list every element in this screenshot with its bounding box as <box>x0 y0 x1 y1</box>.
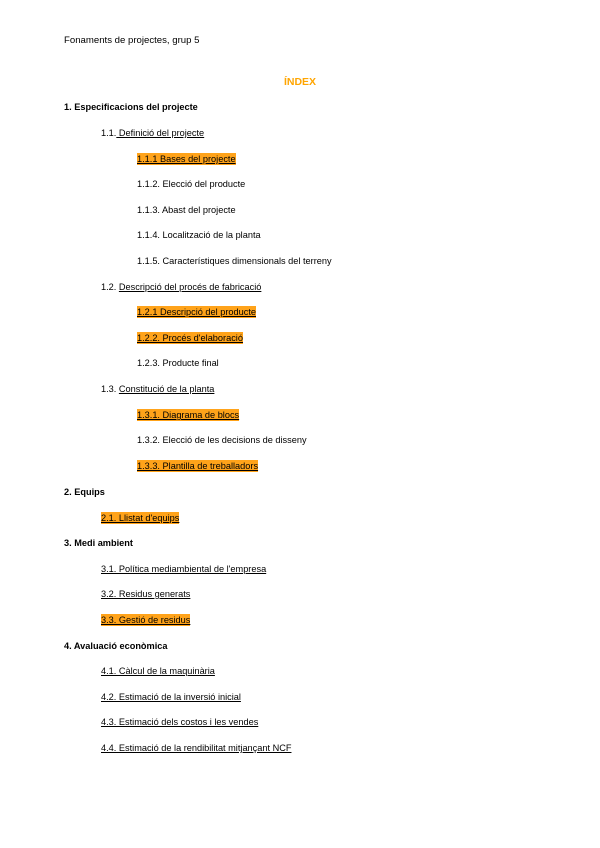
toc-entry-number: 1.2. <box>101 282 119 292</box>
toc-entry-text: 3. Medi ambient <box>64 538 133 548</box>
toc-entry[interactable] <box>101 281 261 293</box>
toc-entry-text: 1.2.1 Descripció del producte <box>137 307 256 317</box>
toc-entry-text: 3.2. Residus generats <box>101 589 191 599</box>
toc-entry-text: 1.1.3. Abast del projecte <box>137 205 236 215</box>
toc-entry-text: 2.1. Llistat d'equips <box>101 513 180 523</box>
toc-entry[interactable] <box>137 204 236 216</box>
toc-entry[interactable] <box>101 588 190 600</box>
toc-entry-label: Descripció del procés de fabricació <box>118 282 262 292</box>
toc-entry[interactable] <box>101 563 266 575</box>
toc-entry[interactable] <box>101 512 179 524</box>
toc-entry-text: 1.1.4. Localització de la planta <box>137 230 261 240</box>
toc-entry-text: 1.3.3. Plantilla de treballadors <box>137 461 259 471</box>
toc-section-heading <box>64 101 198 113</box>
toc-entry-text: 4. Avaluació econòmica <box>64 641 168 651</box>
toc-entry-number: 1.3. <box>101 384 119 394</box>
toc-section-heading <box>64 486 105 498</box>
toc-entry-label: Definició del projecte <box>116 128 205 138</box>
toc-entry[interactable] <box>137 332 243 344</box>
toc-entry-text <box>101 282 261 292</box>
toc-entry-text: 4.4. Estimació de la rendibilitat mitjançant NCF <box>101 743 292 753</box>
toc-entry-text: 4.3. Estimació dels costos i les vendes <box>101 717 259 727</box>
toc-entry-text: 4.2. Estimació de la inversió inicial <box>101 692 241 702</box>
toc-entry-text: 2. Equips <box>64 487 105 497</box>
toc-entry[interactable] <box>101 383 214 395</box>
toc-entry-text: 1.3.2. Elecció de les decisions de disseny <box>137 435 307 445</box>
page-header: Fonaments de projectes, grup 5 <box>64 35 200 46</box>
toc-entry-text: 1. Especificacions del projecte <box>64 102 198 112</box>
toc-entry[interactable] <box>137 434 307 446</box>
toc-entry-text: 1.1.1 Bases del projecte <box>137 154 236 164</box>
toc-entry-text: 3.3. Gestió de residus <box>101 615 191 625</box>
toc-entry-text <box>101 384 214 394</box>
toc-entry-label: Constitució de la planta <box>118 384 215 394</box>
toc-entry[interactable] <box>137 229 261 241</box>
toc-entry-text: 1.1.2. Elecció del producte <box>137 179 246 189</box>
toc-entry[interactable] <box>137 460 258 472</box>
toc-section-heading <box>64 640 167 652</box>
toc-entry[interactable] <box>137 255 332 267</box>
toc-section-heading <box>64 537 133 549</box>
toc-entry-text: 3.1. Política mediambiental de l'empresa <box>101 564 267 574</box>
toc-entry[interactable] <box>101 716 258 728</box>
toc-entry[interactable] <box>137 153 236 165</box>
toc-entry[interactable] <box>101 742 291 754</box>
toc-entry-text: 1.3.1. Diagrama de blocs <box>137 410 240 420</box>
index-title: ÍNDEX <box>283 76 317 88</box>
toc-entry[interactable] <box>101 127 204 139</box>
toc-entry-text: 1.1.5. Característiques dimensionals del terreny <box>137 256 332 266</box>
toc-entry[interactable] <box>137 357 219 369</box>
toc-entry[interactable] <box>137 178 245 190</box>
toc-entry[interactable] <box>101 614 190 626</box>
toc-entry-text: 4.1. Càlcul de la maquinària <box>101 666 215 676</box>
toc-entry-number: 1.1. <box>101 128 117 138</box>
toc-entry[interactable] <box>137 409 239 421</box>
toc-entry-text: 1.2.3. Producte final <box>137 358 219 368</box>
toc-entry[interactable] <box>101 665 215 677</box>
toc-entry[interactable] <box>137 306 256 318</box>
toc-entry-text <box>101 128 204 138</box>
toc-entry-text: 1.2.2. Procés d'elaboració <box>137 333 243 343</box>
toc-entry[interactable] <box>101 691 241 703</box>
